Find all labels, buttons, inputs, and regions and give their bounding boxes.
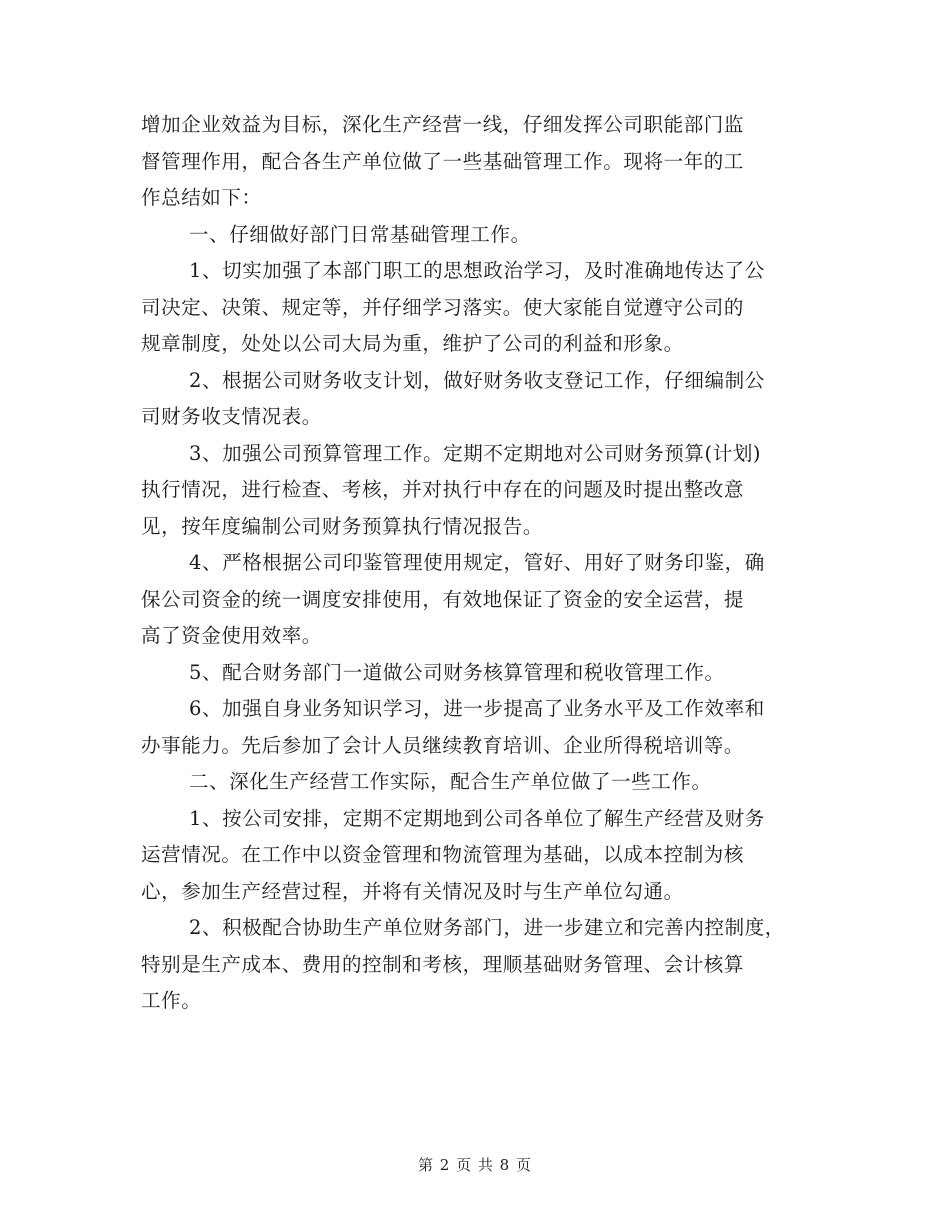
document-body xyxy=(141,107,821,1020)
text-line: 高了资金使用效率。 xyxy=(141,624,322,647)
text-line: 6、加强自身业务知识学习，进一步提高了业务水平及工作效率和 xyxy=(189,697,765,720)
text-line: 增加企业效益为目标，深化生产经营一线，仔细发挥公司职能部门监 xyxy=(141,113,745,136)
text-line: 1、切实加强了本部门职工的思想政治学习，及时准确地传达了公 xyxy=(189,259,765,282)
text-line: 工作。 xyxy=(141,989,202,1012)
text-line: 执行情况，进行检查、考核，并对执行中存在的问题及时提出整改意 xyxy=(141,478,745,501)
text-line: 2、根据公司财务收支计划，做好财务收支登记工作，仔细编制公 xyxy=(189,368,765,392)
text-line: 2、积极配合协助生产单位财务部门，进一步建立和完善内控制度， xyxy=(189,916,785,939)
page-footer xyxy=(0,1154,950,1175)
text-line: 二、深化生产经营工作实际，配合生产单位做了一些工作。 xyxy=(189,770,712,793)
text-line: 司决定、决策、规定等，并仔细学习落实。使大家能自觉遵守公司的 xyxy=(141,295,745,319)
text-line: 作总结如下： xyxy=(141,186,262,209)
text-line: 一、仔细做好部门日常基础管理工作。 xyxy=(189,222,531,246)
text-line: 特别是生产成本、费用的控制和考核，理顺基础财务管理、会计核算 xyxy=(141,952,745,976)
text-line: 4、严格根据公司印鉴管理使用规定，管好、用好了财务印鉴，确 xyxy=(189,551,765,574)
text-line: 3、加强公司预算管理工作。定期不定期地对公司财务预算(计划) xyxy=(189,441,762,465)
text-line: 5、配合财务部门一道做公司财务核算管理和税收管理工作。 xyxy=(189,660,725,684)
text-line: 心，参加生产经营过程，并将有关情况及时与生产单位勾通。 xyxy=(141,879,684,903)
text-line: 保公司资金的统一调度安排使用，有效地保证了资金的安全运营，提 xyxy=(141,587,745,611)
text-line: 运营情况。在工作中以资金管理和物流管理为基础，以成本控制为核 xyxy=(141,843,745,866)
text-line: 见，按年度编制公司财务预算执行情况报告。 xyxy=(141,514,544,538)
text-line: 督管理作用，配合各生产单位做了一些基础管理工作。现将一年的工 xyxy=(141,149,745,173)
text-line: 1、按公司安排，定期不定期地到公司各单位了解生产经营及财务 xyxy=(189,806,765,830)
text-line: 规章制度，处处以公司大局为重，维护了公司的利益和形象。 xyxy=(141,332,684,355)
page-number-label: 第 2 页 共 8 页 xyxy=(418,1156,532,1174)
text-line: 司财务收支情况表。 xyxy=(141,405,322,428)
text-line: 办事能力。先后参加了会计人员继续教育培训、企业所得税培训等。 xyxy=(141,733,745,757)
